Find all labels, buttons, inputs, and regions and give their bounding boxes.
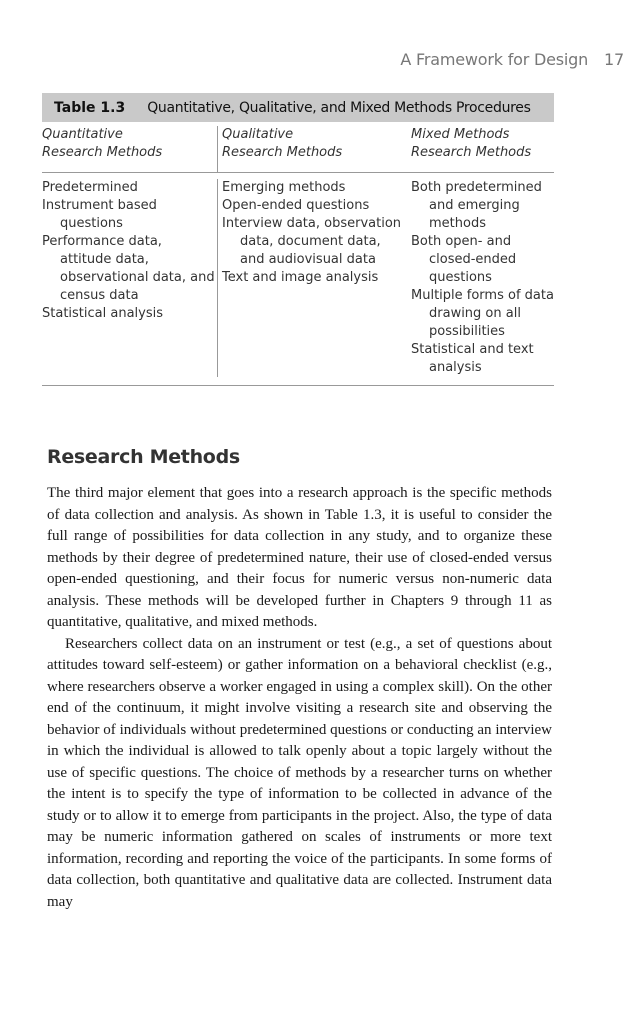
column-mixed [407, 179, 554, 377]
column-header-line: Research Methods [42, 145, 163, 160]
table-cell-item: Instrument based questions [42, 198, 157, 231]
table-cell-item: Predetermined [42, 180, 138, 195]
column-qualitative [217, 179, 407, 377]
table-cell-item: Statistical and text analysis [411, 342, 534, 375]
table-cell-item: Open-ended questions [222, 198, 370, 213]
paragraph: Researchers collect data on an instrument or test (e.g., a set of questions about attitudes toward self-esteem) or gather information on a behavioral checklist (e.g., where researchers observe a worker engaged in using a complex skill). On the other end of the continuum, it might involve visiting a research site and observing the behavior of individuals without predetermined questions or conducting an interview in which the individual is allowed to talk openly about a topic largely without the use of specific questions. The choice of methods by a researcher turns on whether the intent is to specify the type of information to be collected in advance of the study or to allow it to emerge from participants in the project. Also, the type of data may be numeric information gathered on scales of instruments or more text information, recording and reporting the voice of the participants. In some forms of data collection, both quantitative and qualitative data are collected. Instrument data may [47, 635, 552, 910]
column-header-qualitative [217, 126, 407, 172]
table-cell-item: Statistical analysis [42, 306, 163, 321]
column-quantitative [42, 179, 217, 377]
table-cell-item: Both predetermined and emerging methods [411, 180, 542, 231]
table-cell-item: Both open- and closed-ended questions [411, 234, 517, 285]
table-body-row [42, 172, 554, 386]
column-header-line: Research Methods [222, 145, 343, 160]
running-title: A Framework for Design [400, 50, 589, 69]
table-cell-item: Multiple forms of data drawing on all possibilities [411, 288, 554, 339]
table-cell-item: Emerging methods [222, 180, 346, 195]
table-cell-item: Interview data, observation data, document data, and audiovisual data [222, 216, 402, 267]
table-number: Table 1.3 [54, 99, 126, 116]
table-header-row [42, 126, 554, 172]
column-header-quantitative [42, 126, 217, 172]
body-text [47, 483, 552, 913]
column-header-mixed [407, 126, 554, 172]
methods-table [42, 126, 554, 386]
table-title: Quantitative, Qualitative, and Mixed Methods Procedures [147, 99, 531, 116]
running-head [400, 50, 624, 69]
table-cell-item: Text and image analysis [222, 270, 379, 285]
section-heading: Research Methods [47, 446, 240, 468]
column-header-line: Quantitative [42, 127, 123, 142]
column-header-line: Qualitative [222, 127, 294, 142]
table-cell-item: Performance data, attitude data, observational data, and census data [42, 234, 215, 303]
column-header-line: Research Methods [411, 145, 532, 160]
table-caption [42, 93, 554, 122]
paragraph: The third major element that goes into a research approach is the specific methods of data collection and analysis. As shown in Table 1.3, it is useful to consider the full range of possibilities for data collection in any study, and to organize these methods by their degree of predetermined nature, their use of closed-ended versus open-ended questioning, and their focus for numeric versus non-numeric data analysis. These methods will be developed further in Chapters 9 through 11 as quantitative, qualitative, and mixed methods. [47, 485, 552, 630]
column-header-line: Mixed Methods [411, 127, 510, 142]
page-number: 17 [604, 50, 624, 69]
